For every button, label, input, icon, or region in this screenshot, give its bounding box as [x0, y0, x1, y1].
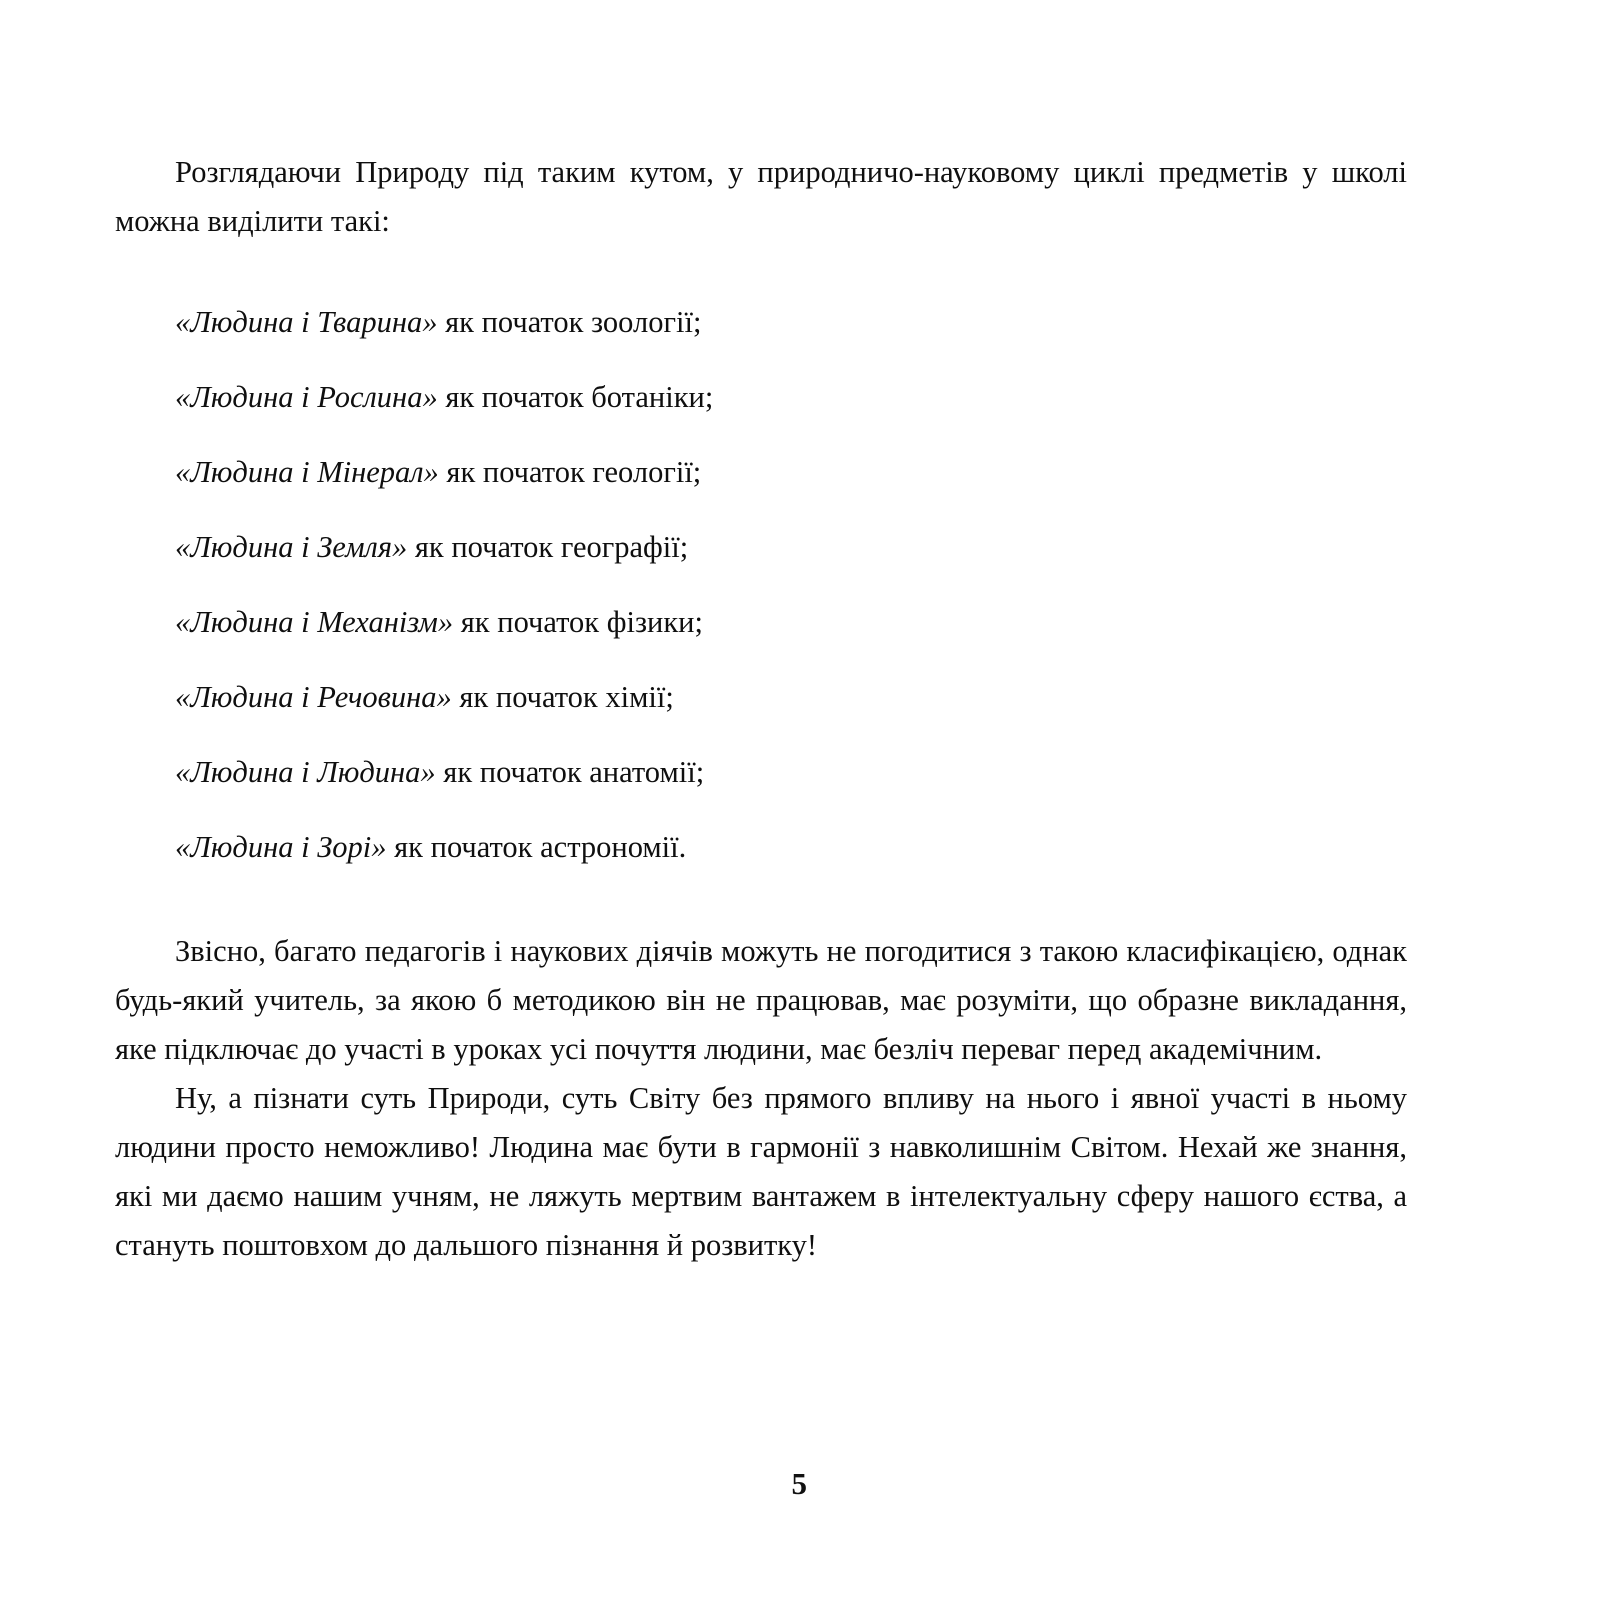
- list-item-gloss: як початок анатомії;: [435, 755, 705, 789]
- list-item-gloss: як початок географії;: [407, 530, 689, 564]
- list-item-term: «Людина і Рослина»: [175, 380, 438, 414]
- paragraph-classification: Звісно, багато педагогів і наукових діячів можуть не погодитися з такою класифікацією, однак будь-який учитель, за якою б методикою він не працював, має розуміти, що образне викладання, яке підключає до участі в уроках усі почуття людини, має безліч переваг перед академічним.: [115, 934, 1407, 1066]
- list-item: [115, 302, 1407, 342]
- list-item: [115, 377, 1407, 417]
- list-item: [115, 827, 1407, 867]
- list-item-term: «Людина і Тварина»: [175, 305, 438, 339]
- list-item-term: «Людина і Механізм»: [175, 605, 454, 639]
- list-item-gloss: як початок фізики;: [453, 605, 703, 639]
- list-item-gloss: як початок геології;: [438, 455, 702, 489]
- list-item: [115, 677, 1407, 717]
- list-item-gloss: як початок зоології;: [437, 305, 702, 339]
- list-item: [115, 527, 1407, 567]
- subject-list: [115, 302, 1407, 867]
- list-item-gloss: як початок хімії;: [451, 680, 674, 714]
- intro-paragraph: Розглядаючи Природу під таким кутом, у природничо-науковому циклі предметів у школі можна виділити такі:: [115, 155, 1407, 238]
- list-item-gloss: як початок ботаніки;: [437, 380, 714, 414]
- list-item-gloss: як початок астрономії.: [386, 830, 687, 864]
- list-item-term: «Людина і Земля»: [175, 530, 408, 564]
- page-content: [115, 148, 1407, 1270]
- list-item-term: «Людина і Зорі»: [175, 830, 387, 864]
- list-item-term: «Людина і Людина»: [175, 755, 436, 789]
- page-number: 5: [791, 1466, 808, 1501]
- paragraph-conclusion: Ну, а пізнати суть Природи, суть Світу без прямого впливу на нього і явної участі в ньому людини просто неможливо! Людина має бути в гармонії з навколишнім Світом. Нехай же знання, які ми даємо нашим учням, не ляжуть мертвим вантажем в інтелектуальну сферу нашого єства, а стануть поштовхом до дальшого пізнання й розвитку!: [115, 1081, 1407, 1262]
- list-item: [115, 752, 1407, 792]
- list-item: [115, 452, 1407, 492]
- list-item-term: «Людина і Мінерал»: [175, 455, 439, 489]
- list-item: [115, 602, 1407, 642]
- list-item-term: «Людина і Речовина»: [175, 680, 452, 714]
